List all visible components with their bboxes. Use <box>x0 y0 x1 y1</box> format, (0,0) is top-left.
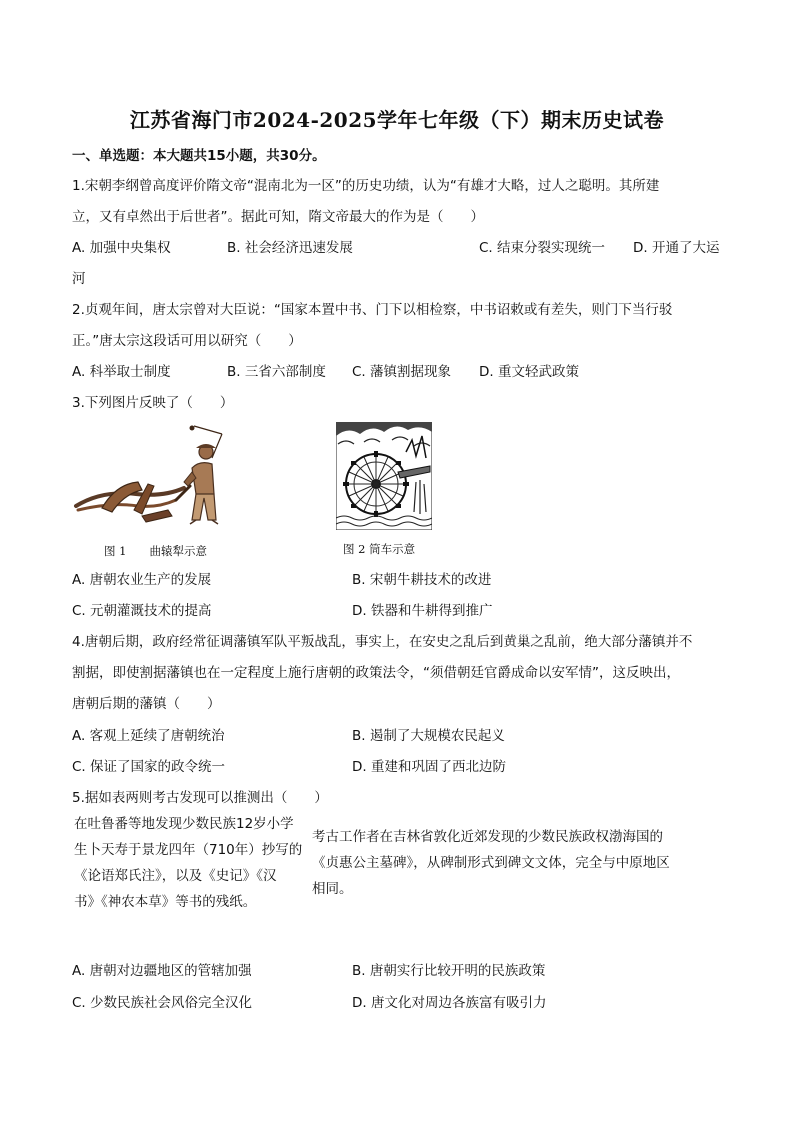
question-2-option-d: D. 重文轻武政策 <box>479 364 579 380</box>
question-1-line-1: 1.宋朝李纲曾高度评价隋文帝“混南北为一区”的历史功绩，认为“有雄才大略，过人之聪明。其所建 <box>72 178 660 194</box>
table-right-line: 相同。 <box>312 881 353 897</box>
question-3-option-d: D. 铁器和牛耕得到推广 <box>352 603 493 619</box>
question-4-option-c: C. 保证了国家的政令统一 <box>72 759 226 775</box>
curved-plow-illustration <box>72 424 242 529</box>
question-2-line-2: 正。”唐太宗这段话可用以研究（ ） <box>72 333 302 349</box>
exam-title: 江苏省海门市2024-2025学年七年级（下）期末历史试卷 <box>129 108 665 132</box>
figure-2-caption: 图 2 筒车示意 <box>343 542 416 556</box>
table-right-cell <box>312 824 670 902</box>
question-3-line-1: 3.下列图片反映了（ ） <box>72 395 234 411</box>
question-4-line-1: 4.唐朝后期，政府经常征调藩镇军队平叛战乱，事实上，在安史之乱后到黄巢之乱前，绝大部分藩镇并不 <box>72 634 693 650</box>
question-5-option-b: B. 唐朝实行比较开明的民族政策 <box>352 963 546 979</box>
question-2-option-b: B. 三省六部制度 <box>227 364 326 380</box>
question-5-line-1: 5.据如表两则考古发现可以推测出（ ） <box>72 790 328 806</box>
question-3-option-c: C. 元朝灌溉技术的提高 <box>72 603 212 619</box>
table-right-line: 《贞惠公主墓碑》，从碑制形式到碑文文体，完全与中原地区 <box>312 855 670 871</box>
question-4-option-a: A. 客观上延续了唐朝统治 <box>72 728 225 744</box>
question-4-line-2: 割据，即使割据藩镇也在一定程度上施行唐朝的政策法令，“须借朝廷官爵成命以安军情”，这反映出， <box>72 665 680 681</box>
question-4-option-d: D. 重建和巩固了西北边防 <box>352 759 506 775</box>
table-left-cell <box>74 811 302 915</box>
question-1-line-2: 立，又有卓然出于后世者”。据此可知，隋文帝最大的作为是（ ） <box>72 209 484 225</box>
question-2-option-a: A. 科举取士制度 <box>72 364 171 380</box>
tube-waterwheel-illustration <box>336 422 432 530</box>
question-1-option-a: A. 加强中央集权 <box>72 240 171 256</box>
question-4-line-3: 唐朝后期的藩镇（ ） <box>72 696 221 712</box>
figure-1-caption: 图 1 曲辕犁示意 <box>104 544 207 558</box>
question-3-option-a: A. 唐朝农业生产的发展 <box>72 572 212 588</box>
table-left-line: 书》《神农本草》等书的残纸。 <box>74 894 257 910</box>
question-2-option-c: C. 藩镇割据现象 <box>352 364 452 380</box>
question-5-option-c: C. 少数民族社会风俗完全汉化 <box>72 995 253 1011</box>
table-left-line: 《论语郑氏注》，以及《史记》《汉 <box>74 868 277 884</box>
table-right-line: 考古工作者在吉林省敦化近郊发现的少数民族政权渤海国的 <box>312 829 663 845</box>
table-left-line: 在吐鲁番等地发现少数民族12岁小学 <box>74 816 294 832</box>
question-2-line-1: 2.贞观年间，唐太宗曾对大臣说：“国家本置中书、门下以相检察，中书诏敕或有差失，则门下当行驳 <box>72 302 673 318</box>
question-1-option-d: D. 开通了大运 <box>633 240 720 256</box>
question-4-option-b: B. 遏制了大规模农民起义 <box>352 728 505 744</box>
question-1-option-c: C. 结束分裂实现统一 <box>479 240 606 256</box>
question-5-option-a: A. 唐朝对边疆地区的管辖加强 <box>72 963 252 979</box>
section-heading: 一、单选题：本大题共15小题，共30分。 <box>72 148 326 164</box>
question-5-option-d: D. 唐文化对周边各族富有吸引力 <box>352 995 547 1011</box>
question-1-option-b: B. 社会经济迅速发展 <box>227 240 353 256</box>
question-3-option-b: B. 宋朝牛耕技术的改进 <box>352 572 492 588</box>
table-left-line: 生卜天寿于景龙四年（710年）抄写的 <box>74 842 303 858</box>
question-1-option-d-wrap: 河 <box>72 271 86 287</box>
